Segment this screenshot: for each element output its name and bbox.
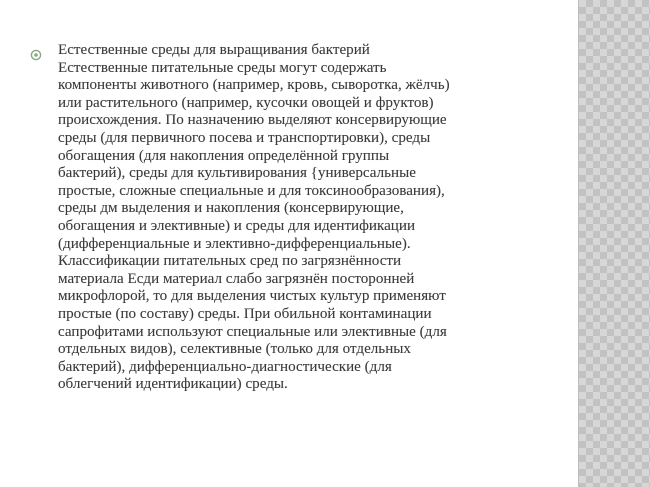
bullet-item	[30, 42, 562, 394]
side-pattern-decoration	[578, 0, 650, 487]
slide-body-text: Естественные среды для выращивания бактерий Естественные питательные среды могут содержать компоненты животного (например, кровь, сыворотка, жёлчь) или растительного (например, кусочки овощей и фруктов) происхождения. По назначению выделяют консервирующие среды (для первичного посева и транспортировки), среды обогащения (для накопления определённой группы бактерий), среды для культивирования {универсальные простые, сложные специальные и для токсинообразования), среды дм выделения и накопления (консервирующие, обогащения и элективные) и среды для идентификации (дифференциальные и элективно-дифференциальные). Классификации питательных сред по загрязнённости материала Есди материал слабо загрязнён посторонней микрофлорой, то для выделения чистых культур применяют простые (по составу) среды. При обильной контаминации сапрофитами используют специальные или элективные (для отдельных видов), селективные (только для отдельных бактерий), дифференциально-диагностические (для облегчений идентификации) среды.	[58, 42, 450, 393]
circle-bullet-icon	[30, 48, 42, 60]
